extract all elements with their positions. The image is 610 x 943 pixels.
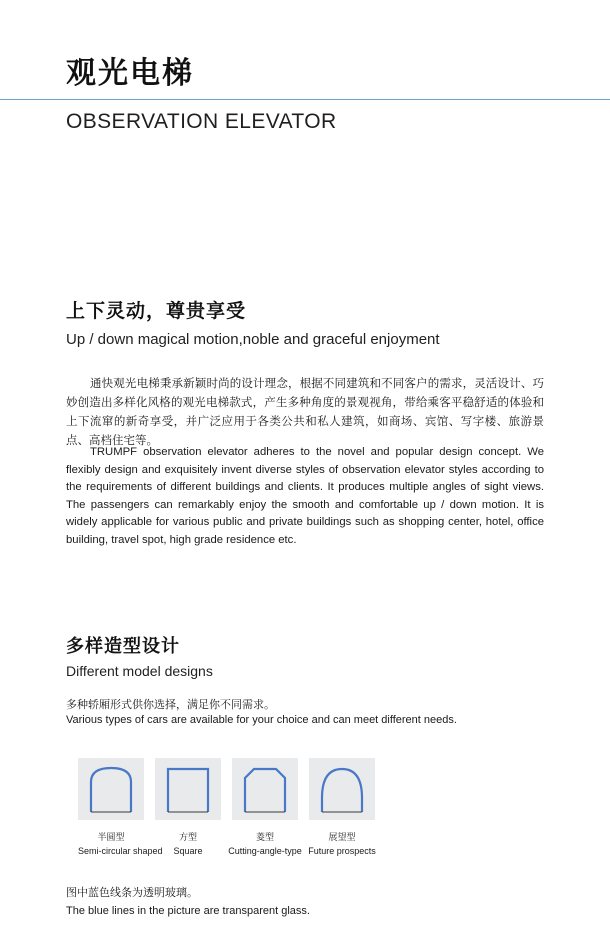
section-models-heading-cn: 多样造型设计 [66,636,180,657]
model-thumbnail-semi-circular [78,758,144,820]
page-title-en: OBSERVATION ELEVATOR [66,110,337,133]
future-prospects-car-icon [309,758,375,820]
section-intro-heading-en: Up / down magical motion,noble and graceful enjoyment [66,331,440,348]
model-label-en: Semi-circular shaped [78,846,163,856]
footnote-en: The blue lines in the picture are transparent glass. [66,905,310,917]
model-label-cn: 展望型 [328,833,356,843]
model-label-cn: 半圆型 [97,833,125,843]
semi-circular-car-icon [78,758,144,820]
model-label-en: Future prospects [308,846,376,856]
model-label-en: Cutting-angle-type [228,846,302,856]
model-label-en: Square [173,846,203,856]
section-intro-paragraph-en: TRUMPF observation elevator adheres to the novel and popular design concept. We flexibly design and exquisitely invent diverse styles of observation elevator styles according to the requirements of different buildings and clients. It produces multiple angles of sight views. The passengers can remarkably enjoy the smooth and comfortable up / down motion. It is widely applicable for various public and private buildings such as shopping center, hotel, office building, travel spot, high grade residence etc. [66,446,544,546]
cutting-angle-car-icon [232,758,298,820]
footnote [66,884,546,920]
model-item-semi-circular [78,758,163,856]
footnote-cn: 图中蓝色线条为透明玻璃。 [66,886,198,899]
model-label-cn: 菱型 [255,833,274,843]
model-item-future-prospects [309,758,375,856]
model-item-cutting-angle [228,758,302,856]
model-gallery [78,758,378,888]
page-title-cn: 观光电梯 [66,56,194,91]
square-car-icon [155,758,221,820]
section-models-heading-en: Different model designs [66,663,213,679]
model-item-square [155,758,221,856]
header-divider [0,99,610,100]
section-models-note-cn: 多种轿厢形式供你选择，满足你不同需求。 [66,698,275,711]
model-thumbnail-square [155,758,221,820]
section-intro-heading-cn: 上下灵动，尊贵享受 [66,300,247,322]
model-thumbnail-cutting-angle [232,758,298,820]
section-models-note-en: Various types of cars are available for your choice and can meet different needs. [66,714,457,726]
model-label-cn: 方型 [178,833,197,843]
section-intro-paragraph-cn: 通快观光电梯秉承新颖时尚的设计理念，根据不同建筑和不同客户的需求，灵活设计、巧妙创造出多样化风格的观光电梯款式，产生多种角度的景观视角，带给乘客平稳舒适的体验和上下流窜的新奇享受，并广泛应用于各类公共和私人建筑，如商场、宾馆、写字楼、旅游景点、高档住宅等。 [66,376,544,447]
model-thumbnail-future-prospects [309,758,375,820]
